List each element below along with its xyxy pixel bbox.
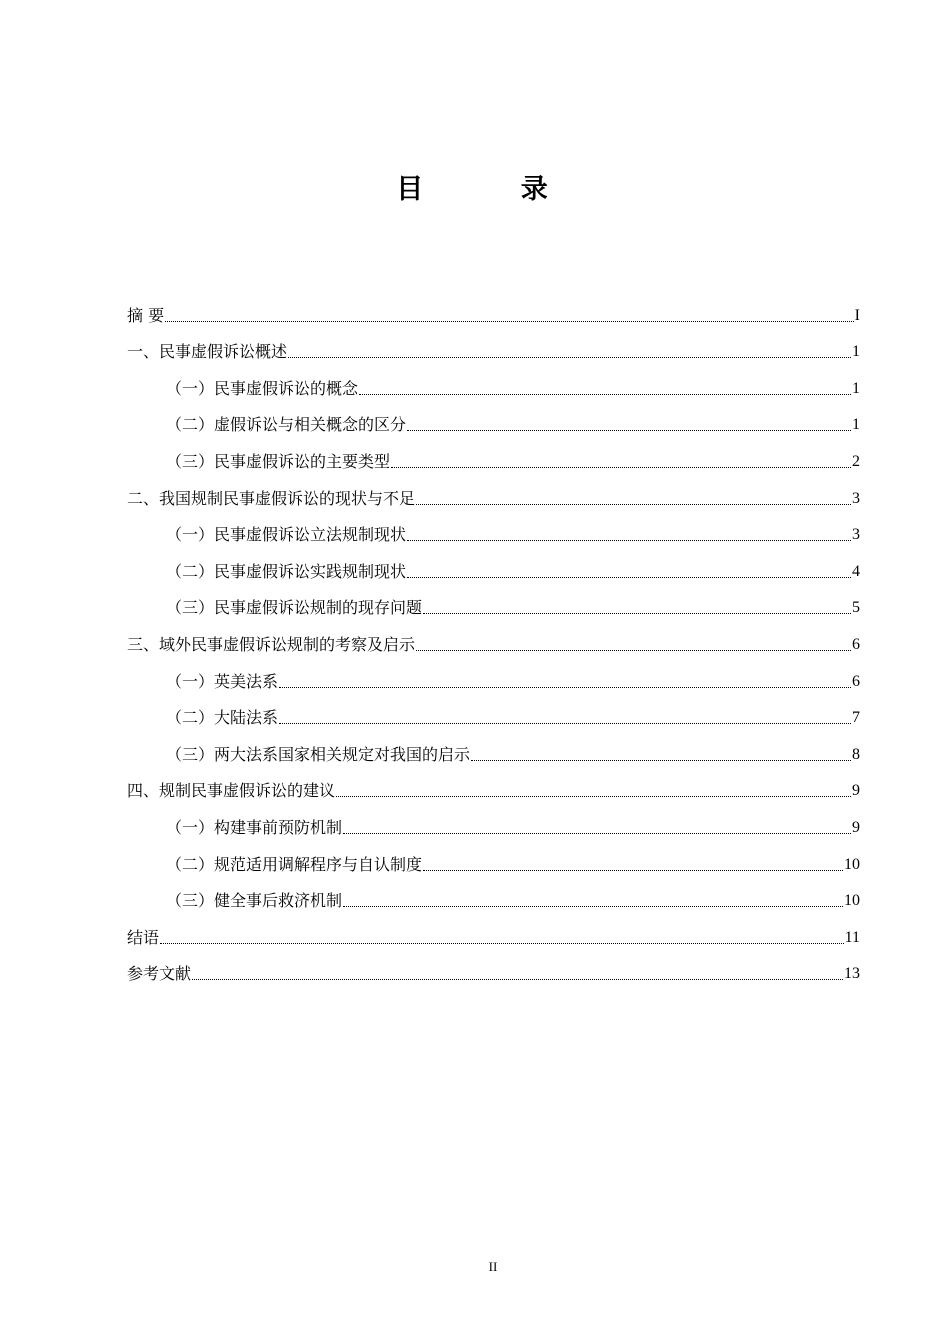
- toc-entry-label: 四、规制民事虚假诉讼的建议: [127, 781, 336, 801]
- toc-subentry[interactable]: [127, 437, 860, 474]
- toc-dot-leader: [343, 833, 851, 834]
- toc-entry-label: （三）两大法系国家相关规定对我国的启示: [166, 744, 471, 764]
- toc-dot-leader: [336, 796, 851, 797]
- toc-entry-label: （一）民事虚假诉讼立法规制现状: [166, 525, 407, 545]
- toc-dot-leader: [423, 870, 843, 871]
- toc-subentry[interactable]: [127, 840, 860, 877]
- toc-subentry[interactable]: [127, 511, 860, 548]
- toc-entry-page: 5: [852, 599, 860, 617]
- toc-entry-label: 参考文献: [127, 964, 192, 984]
- toc-entry[interactable]: [127, 474, 860, 511]
- toc-dot-leader: [471, 760, 851, 761]
- toc-entry-page: 3: [852, 526, 860, 544]
- toc-entry-label: （一）构建事前预防机制: [166, 817, 343, 837]
- toc-entry[interactable]: [127, 913, 860, 950]
- toc-entry-label: （二）虚假诉讼与相关概念的区分: [166, 415, 407, 435]
- toc-entry[interactable]: [127, 950, 860, 987]
- toc-entry-label: （二）大陆法系: [166, 708, 279, 728]
- toc-entry-label: （三）民事虚假诉讼规制的现存问题: [166, 598, 423, 618]
- toc-subentry[interactable]: [127, 657, 860, 694]
- toc-entry-page: 1: [852, 343, 860, 361]
- toc-entry-page: 8: [852, 745, 860, 763]
- toc-dot-leader: [359, 394, 851, 395]
- toc-entry-label: 结语: [127, 927, 160, 947]
- toc-entry[interactable]: [127, 767, 860, 804]
- toc-entry-label: （二）规范适用调解程序与自认制度: [166, 854, 423, 874]
- toc-dot-leader: [288, 357, 851, 358]
- toc-dot-leader: [279, 723, 851, 724]
- toc-dot-leader: [165, 321, 854, 322]
- toc-dot-leader: [192, 979, 843, 980]
- toc-entry-page: 10: [844, 855, 860, 873]
- toc-subentry[interactable]: [127, 401, 860, 438]
- toc-entry-page: 3: [852, 489, 860, 507]
- toc-dot-leader: [416, 504, 851, 505]
- toc-entry[interactable]: [127, 291, 860, 328]
- toc-entry-label: （二）民事虚假诉讼实践规制现状: [166, 561, 407, 581]
- toc-dot-leader: [407, 430, 851, 431]
- toc-entry-label: 二、我国规制民事虚假诉讼的现状与不足: [127, 488, 416, 508]
- toc-entry-label: （一）英美法系: [166, 671, 279, 691]
- toc-entry-page: 13: [844, 965, 860, 983]
- toc-subentry[interactable]: [127, 694, 860, 731]
- toc-entry-page: 1: [852, 416, 860, 434]
- toc-subentry[interactable]: [127, 877, 860, 914]
- page-title: 目 录: [396, 174, 592, 206]
- toc-subentry[interactable]: [127, 364, 860, 401]
- toc-dot-leader: [343, 906, 843, 907]
- toc-entry-page: 6: [852, 672, 860, 690]
- toc-entry-page: 4: [852, 562, 860, 580]
- toc-dot-leader: [423, 613, 851, 614]
- toc-dot-leader: [416, 650, 851, 651]
- toc-dot-leader: [407, 577, 851, 578]
- toc-dot-leader: [407, 540, 851, 541]
- toc-entry[interactable]: [127, 328, 860, 365]
- toc-entry[interactable]: [127, 620, 860, 657]
- toc-entry-page: 9: [852, 782, 860, 800]
- toc-subentry[interactable]: [127, 803, 860, 840]
- toc-dot-leader: [279, 687, 851, 688]
- toc-entry-page: 9: [852, 818, 860, 836]
- toc-entry-label: （一）民事虚假诉讼的概念: [166, 378, 359, 398]
- toc-dot-leader: [391, 467, 851, 468]
- toc-entry-label: 摘 要: [127, 305, 165, 325]
- toc-entry-label: （三）健全事后救济机制: [166, 891, 343, 911]
- toc-entry-page: 1: [852, 379, 860, 397]
- toc-entry-page: 2: [852, 452, 860, 470]
- toc-dot-leader: [160, 943, 844, 944]
- toc-subentry[interactable]: [127, 584, 860, 621]
- toc-entry-page: I: [854, 306, 860, 324]
- page-footer-number: II: [488, 1259, 498, 1274]
- toc-entry-label: （三）民事虚假诉讼的主要类型: [166, 451, 391, 471]
- toc-subentry[interactable]: [127, 730, 860, 767]
- toc-entry-label: 一、民事虚假诉讼概述: [127, 342, 288, 362]
- toc-entry-label: 三、域外民事虚假诉讼规制的考察及启示: [127, 634, 416, 654]
- table-of-contents: [127, 291, 860, 986]
- toc-subentry[interactable]: [127, 547, 860, 584]
- toc-entry-page: 10: [844, 892, 860, 910]
- toc-entry-page: 6: [852, 635, 860, 653]
- toc-entry-page: 11: [844, 928, 860, 946]
- toc-entry-page: 7: [852, 709, 860, 727]
